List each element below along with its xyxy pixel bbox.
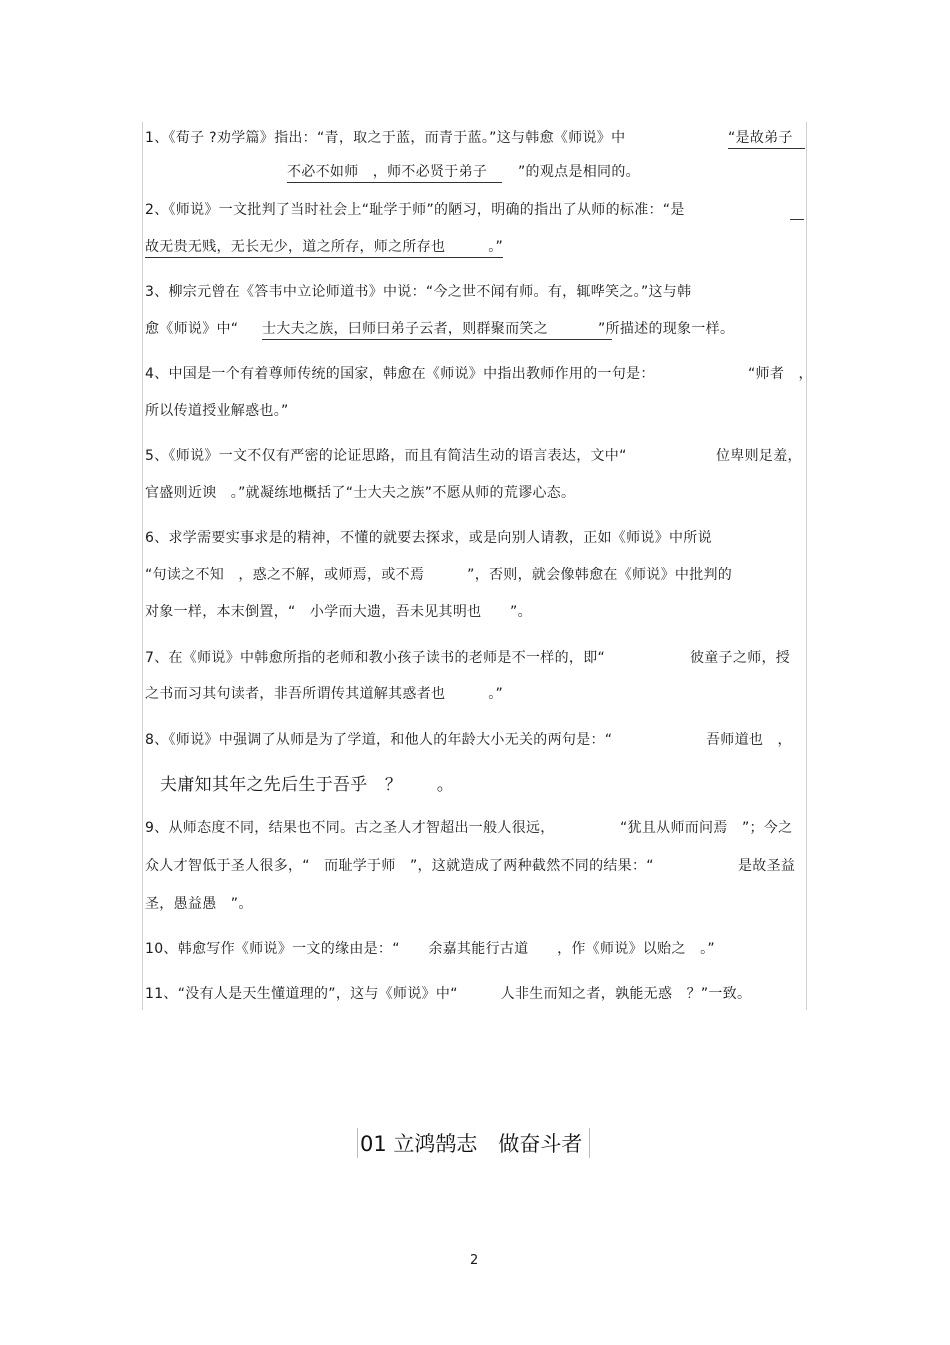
q3-line1: 3、柳宗元曾在《答韦中立论师道书》中说：“今之世不闻有师。有，辄哗笑之。”这与韩 <box>145 284 692 300</box>
q9-answer3-start: 是故圣益 <box>738 858 796 874</box>
q4-line2: 所以传道授业解惑也。” <box>145 403 289 419</box>
q1-answer-start: “是故弟子 <box>728 128 805 149</box>
q6-line1: 6、求学需要实事求是的精神，不懂的就要去探求，或是向别人请教，正如《师说》中所说 <box>145 530 712 546</box>
page-number: 2 <box>470 1253 479 1268</box>
border-left <box>142 122 143 1010</box>
q3-line2-head: 愈《师说》中“ <box>145 321 239 337</box>
q8-line2: 夫庸知其年之先后生于吾乎 ？ 。 <box>160 775 455 795</box>
q6-line2: “句读之不知 ，惑之不解，或师焉，或不焉 ”，否则，就会像韩愈在《师说》中批判的 <box>145 567 733 583</box>
q1-line2-tail: ”的观点是相同的。 <box>518 164 640 180</box>
q2-answer: 故无贵无贱，无长无少，道之所存，师之所存也 。” <box>145 237 503 258</box>
q9-line1: 9、从师态度不同，结果也不同。古之圣人才智超出一般人很远， <box>145 820 555 836</box>
q5-line2: 官盛则近谀 。”就凝练地概括了“士大夫之族”不愿从师的荒谬心态。 <box>145 485 576 501</box>
section-title: 01 立鸿鹄志 做奋斗者 <box>360 1132 583 1156</box>
q3-answer: 士大夫之族，曰师曰弟子云者，则群聚而笑之 <box>262 319 612 340</box>
q4-line1: 4、中国是一个有着尊师传统的国家，韩愈在《师说》中指出教师作用的一句是： <box>145 366 655 382</box>
q2-underline-mark <box>790 200 804 220</box>
q1-line1: 1、《荀子 ?劝学篇》指出：“青，取之于蓝，而青于蓝。”这与韩愈《师说》中 <box>145 130 626 146</box>
q5-line1: 5、《师说》一文不仅有严密的论证思路，而且有简洁生动的语言表达，文中“ <box>145 448 627 464</box>
q4-answer-start: “师者 ， <box>748 366 813 382</box>
q7-answer-start: 彼童子之师，授 <box>690 650 791 666</box>
q5-answer-start: 位卑则足羞， <box>716 448 802 464</box>
title-right-rule <box>589 1128 590 1158</box>
q8-line1: 8、《师说》中强调了从师是为了学道，和他人的年龄大小无关的两句是：“ <box>145 732 613 748</box>
q9-answer1: “犹且从师而问焉 ”；今之 <box>620 820 793 836</box>
title-left-rule <box>357 1128 358 1158</box>
q2-line1: 2、《师说》一文批判了当时社会上“耻学于师”的陋习，明确的指出了从师的标准：“是 <box>145 202 685 218</box>
q1-answer: 不必不如师 ，师不必贤于弟子 <box>287 162 502 183</box>
q8-answer-start: 吾师道也 ， <box>706 732 792 748</box>
q7-line2: 之书而习其句读者，非吾所谓传其道解其惑者也 。” <box>145 686 504 702</box>
q3-line2-tail: ”所描述的现象一样。 <box>598 321 735 337</box>
border-right <box>806 122 807 1010</box>
q11-line: 11、“没有人是天生懂道理的”，这与《师说》中“ 人非生而知之者，孰能无惑 ？”一致。 <box>145 986 752 1002</box>
q9-line2: 众人才智低于圣人很多，“ 而耻学于师 ”，这就造成了两种截然不同的结果：“ <box>145 858 654 874</box>
q10-line: 10、韩愈写作《师说》一文的缘由是：“ 余嘉其能行古道 ，作《师说》以贻之 。” <box>145 941 715 957</box>
q9-line3: 圣，愚益愚 ”。 <box>145 896 253 912</box>
q6-line3: 对象一样，本末倒置，“ 小学而大遗，吾未见其明也 ”。 <box>145 604 532 620</box>
q7-line1: 7、在《师说》中韩愈所指的老师和教小孩子读书的老师是不一样的，即“ <box>145 650 606 666</box>
